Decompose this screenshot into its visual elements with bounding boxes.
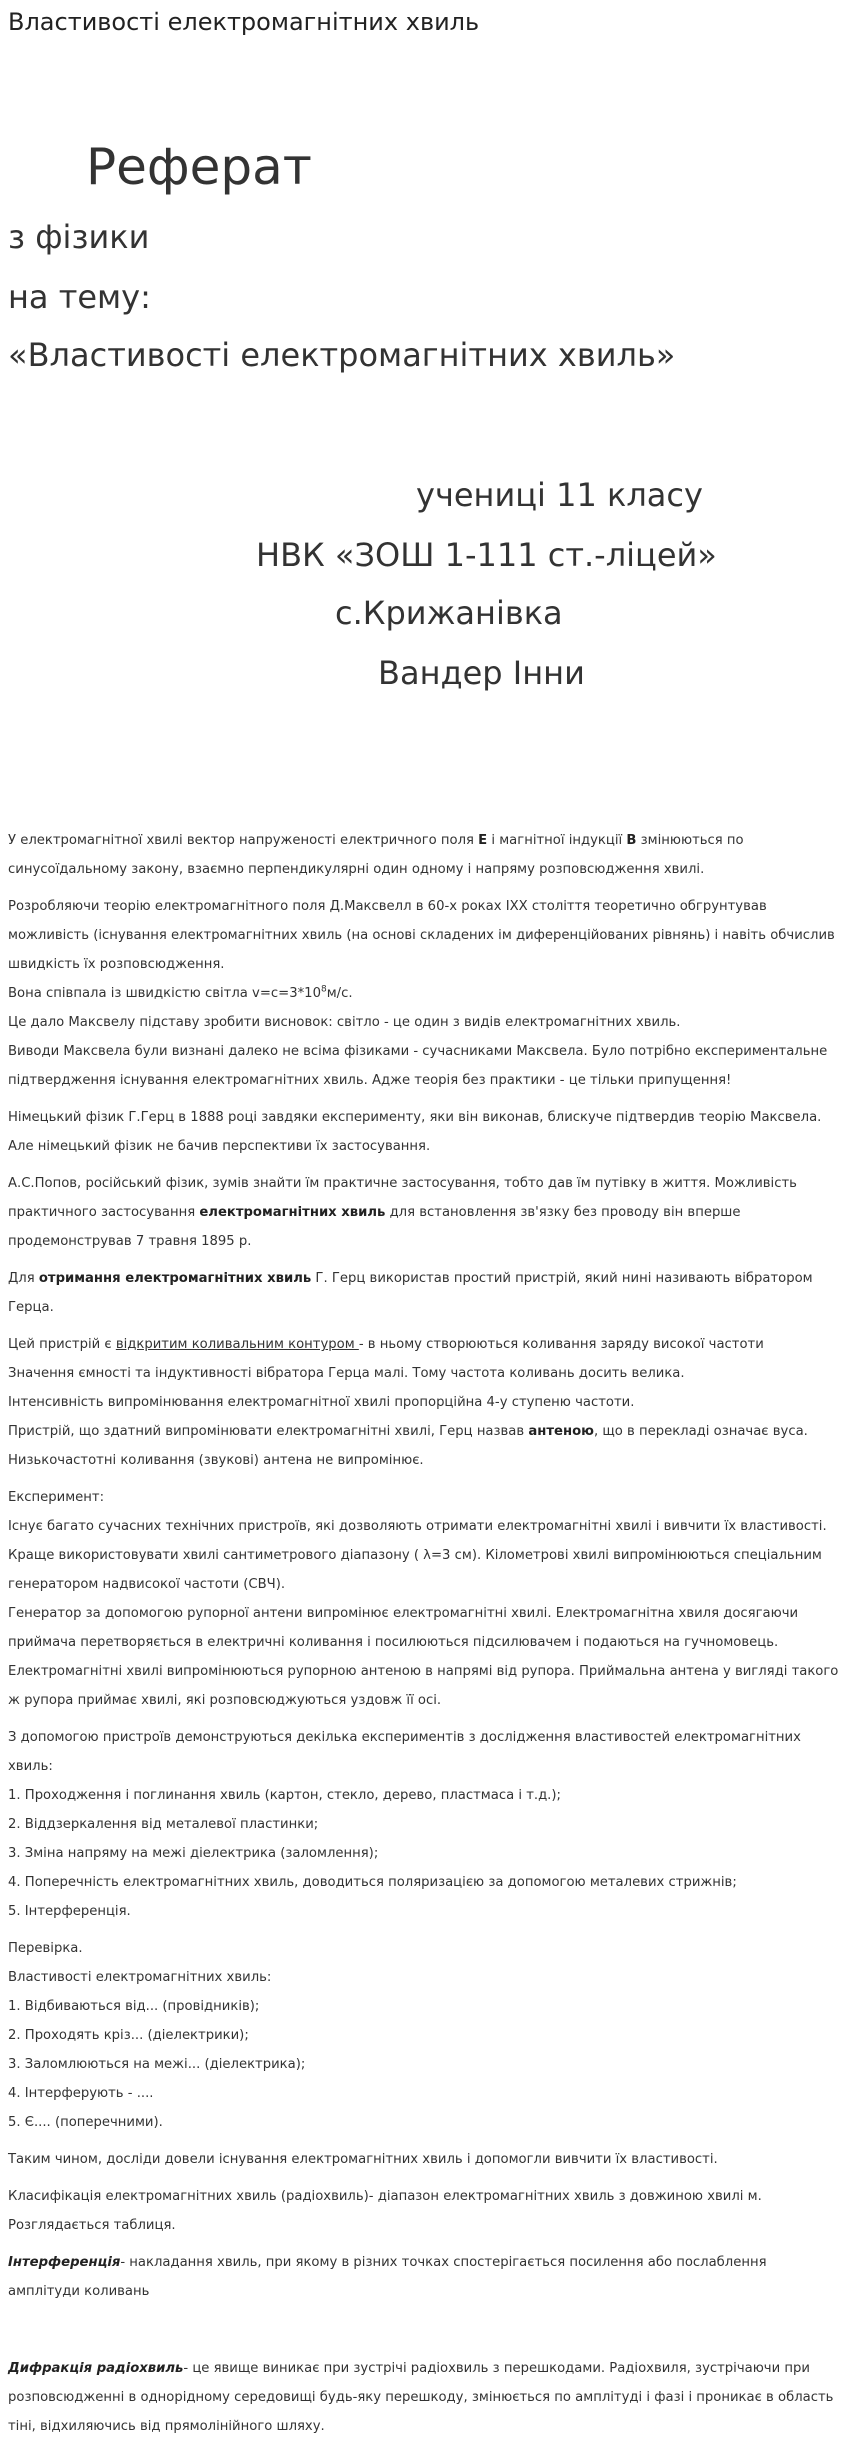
paragraph: Класифікація електромагнітних хвиль (радіохвиль)- діапазон електромагнітних хвиль з довжиною хвилі м. [8,2189,762,2204]
list-item: 2. Проходять кріз... (діелектрики); [8,2028,249,2043]
paragraph: З допомогою пристроїв демонструються декілька експериментів з дослідження властивостей електромагнітних хвиль: [8,1730,801,1774]
topic-label: на тему: [8,278,151,316]
list-item: 1. Проходження і поглинання хвиль (картон, стекло, дерево, пластмаса і т.д.); [8,1788,561,1803]
list-item: 1. Відбиваються від... (провідників); [8,1999,260,2014]
paragraph: Німецький фізик Г.Герц в 1888 році завдяки експерименту, яки він виконав, блискуче підтвердив теорію Максвела. Але німецький фізик не бачив перспективи їх застосування. [8,1110,822,1154]
paragraph: Вона співпала із швидкістю світла $v=c=3*10^8м/с$. [8,984,353,1001]
paragraph: Низькочастотні коливання (звукові) антена не випромінює. [8,1453,424,1468]
author-village: с.Крижанівка [335,594,563,632]
paragraph: Цей пристрій є відкритим коливальним контуром - в ньому створюються коливання заряду високої частоти [8,1337,764,1352]
paragraph: Генератор за допомогою рупорної антени випромінює електромагнітні хвилі. Електромагнітна хвиля досягаючи приймача перетворяється в електричні коливання і посилюються підсилювачем і подаються на гучномовець. [8,1606,799,1650]
subject-line: з фізики [8,218,150,256]
definition-interference: Інтерференція- накладання хвиль, при якому в різних точках спостерігається посилення або послаблення амплітуди коливань [8,2255,767,2299]
list-item: 4. Поперечність електромагнітних хвиль, доводиться поляризацією за допомогою металевих стрижнів; [8,1875,737,1890]
document-title: Властивості електромагнітних хвиль [8,8,480,36]
paragraph: Значення ємності та індуктивності вібратора Герца малі. Тому частота коливань досить велика. [8,1366,685,1381]
paragraph: Таким чином, досліди довели існування електромагнітних хвиль і допомогли вивчити їх властивості. [8,2152,718,2167]
list-item: 4. Інтерферують - .... [8,2086,154,2101]
paragraph: Краще використовувати хвилі сантиметрового діапазону ( λ=3 см). Кілометрові хвилі випромінюються спеціальним генератором надвисокої частоти (СВЧ). [8,1548,822,1592]
author-name: Вандер Інни [378,654,585,692]
paragraph: Для отримання електромагнітних хвиль Г. Герц використав простий пристрій, який нині називають вібратором Герца. [8,1271,813,1315]
essay-heading: Реферат [86,138,312,196]
paragraph: А.С.Попов, російський фізик, зумів знайти їм практичне застосування, тобто дав їм путівку в життя. Можливість практичного застосування електромагнітних хвиль для встановлення зв'язку без проводу він вперше продемонстрував 7 травня 1895 р. [8,1176,797,1249]
list-item: 3. Заломлюються на межі... (діелектрика); [8,2057,306,2072]
paragraph: Електромагнітні хвилі випромінюються рупорною антеною в напрямі від рупора. Приймальна антена у вигляді такого ж рупора приймає хвилі, які розповсюджуються уздовж її осі. [8,1664,839,1708]
definition-diffraction: Дифракція радіохвиль- це явище виникає при зустрічі радіохвиль з перешкодами. Радіохвиля, зустрічаючи при розповсюдженні в однорідному середовищі будь-яку перешкоду, змінюється по амплітуді і фазі і проникає в область тіні, відхиляючись від прямолінійного шляху. [8,2361,834,2434]
topic-title: «Властивості електромагнітних хвиль» [8,336,676,374]
paragraph: Виводи Максвела були визнані далеко не всіма фізиками - сучасниками Максвела. Було потрібно експериментальне підтвердження існування електромагнітних хвиль. Адже теорія без практики - це тільки припущення! [8,1044,828,1088]
paragraph: Інтенсивність випромінювання електромагнітної хвилі пропорційна 4-у ступеню частоти. [8,1395,635,1410]
paragraph: Властивості електромагнітних хвиль: [8,1970,272,1985]
paragraph: Розглядається таблиця. [8,2218,176,2233]
list-item: 5. Інтерференція. [8,1904,131,1919]
paragraph: У електромагнітної хвилі вектор напруженості електричного поля Е і магнітної індукції В змінюються по синусоїдальному закону, взаємно перпендикулярні один одному і напряму розповсюдження хвилі. [8,833,744,877]
author-school: НВК «ЗОШ 1-111 ст.-ліцей» [256,536,717,574]
paragraph: Це дало Максвелу підставу зробити висновок: світло - це один з видів електромагнітних хвиль. [8,1015,681,1030]
list-item: 2. Віддзеркалення від металевої пластинки; [8,1817,319,1832]
section-label: Експеримент: [8,1490,105,1505]
paragraph: Пристрій, що здатний випромінювати електромагнітні хвилі, Герц назвав антеною, що в перекладі означає вуса. [8,1424,808,1439]
paragraph: Існує багато сучасних технічних пристроїв, які дозволяють отримати електромагнітні хвилі і вивчити їх властивості. [8,1519,827,1534]
body-text [8,826,842,2441]
paragraph: Розробляючи теорію електромагнітного поля Д.Максвелл в 60-х роках ІХХ століття теоретично обгрунтував можливість (існування електромагнітних хвиль (на основі складених ім диференційованих рівнянь) і навіть обчислив швидкість їх розповсюдження. [8,899,835,972]
author-class: учениці 11 класу [416,476,703,514]
section-label: Перевірка. [8,1941,83,1956]
list-item: 5. Є.... (поперечними). [8,2115,163,2130]
list-item: 3. Зміна напряму на межі діелектрика (заломлення); [8,1846,379,1861]
